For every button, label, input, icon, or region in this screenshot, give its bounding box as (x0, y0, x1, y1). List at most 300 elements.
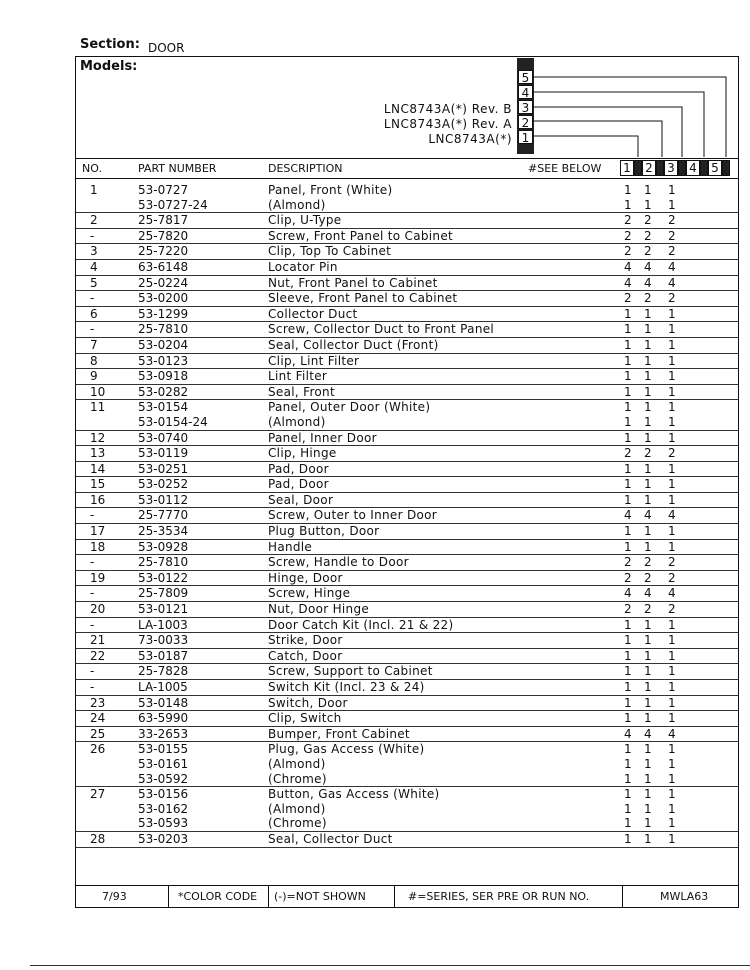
row-number: 3 (90, 244, 98, 259)
table-row (76, 400, 738, 415)
table-row (76, 787, 738, 802)
qty-series-2: 4 (644, 259, 652, 274)
qty-series-1: 2 (624, 555, 632, 570)
qty-series-2: 4 (644, 586, 652, 601)
row-number: 21 (90, 633, 106, 648)
qty-series-3: 1 (668, 742, 676, 757)
part-number: 63-6148 (138, 259, 189, 274)
table-row (76, 415, 738, 431)
part-number: 53-0918 (138, 369, 189, 384)
table-row (76, 602, 738, 618)
qty-series-3: 1 (668, 400, 676, 415)
description: Plug Button, Door (268, 524, 380, 539)
qty-series-3: 2 (668, 602, 676, 617)
qty-series-3: 1 (668, 539, 676, 554)
row-number: 26 (90, 742, 106, 757)
qty-series-1: 1 (624, 306, 632, 321)
table-row (76, 618, 738, 634)
qty-series-3: 1 (668, 633, 676, 648)
qty-series-2: 1 (644, 306, 652, 321)
part-number: 25-7810 (138, 322, 189, 337)
qty-series-1: 1 (624, 617, 632, 632)
row-number: 1 (90, 183, 98, 197)
series-divider (634, 160, 642, 176)
row-number: 10 (90, 384, 106, 399)
qty-series-3: 1 (668, 477, 676, 492)
qty-series-1: 2 (624, 244, 632, 259)
header-see-below: #SEE BELOW (528, 162, 602, 175)
qty-series-2: 1 (644, 183, 652, 197)
row-number: 24 (90, 711, 106, 726)
qty-series-3: 1 (668, 524, 676, 539)
part-number: LA-1003 (138, 617, 188, 632)
qty-series-3: 4 (668, 275, 676, 290)
qty-series-1: 2 (624, 213, 632, 228)
description: Handle (268, 539, 313, 554)
description: Clip, Lint Filter (268, 353, 360, 368)
series-box-3: 3 (664, 160, 678, 176)
qty-series-2: 2 (644, 602, 652, 617)
qty-series-1: 1 (624, 801, 632, 816)
qty-series-1: 2 (624, 291, 632, 306)
part-number: 53-0928 (138, 539, 189, 554)
qty-series-3: 1 (668, 306, 676, 321)
description: Seal, Door (268, 492, 334, 507)
qty-series-2: 2 (644, 291, 652, 306)
part-number: LA-1005 (138, 680, 188, 694)
table-row (76, 664, 738, 680)
table-row (76, 385, 738, 401)
footer-not-shown: (-)=NOT SHOWN (274, 890, 366, 903)
row-number: 22 (90, 648, 106, 663)
qty-series-2: 1 (644, 353, 652, 368)
row-number: 20 (90, 602, 106, 617)
part-number: 25-7809 (138, 586, 189, 601)
qty-series-3: 1 (668, 695, 676, 710)
qty-series-2: 1 (644, 369, 652, 384)
qty-series-2: 4 (644, 726, 652, 741)
qty-series-2: 2 (644, 228, 652, 243)
description: (Chrome) (268, 816, 327, 831)
table-row (76, 244, 738, 260)
description: Panel, Front (White) (268, 183, 393, 197)
part-number: 53-0187 (138, 648, 189, 663)
table-row (76, 322, 738, 338)
series-box-4: 4 (686, 160, 700, 176)
part-number: 53-0154-24 (138, 414, 208, 429)
description: Door Catch Kit (Incl. 21 & 22) (268, 617, 454, 632)
qty-series-3: 1 (668, 430, 676, 445)
table-row (76, 586, 738, 602)
part-number: 53-0592 (138, 771, 189, 786)
model-box-4: 4 (518, 85, 533, 99)
row-number: - (90, 322, 95, 337)
qty-series-1: 1 (624, 831, 632, 846)
qty-series-1: 1 (624, 183, 632, 197)
qty-series-3: 2 (668, 213, 676, 228)
table-row (76, 680, 738, 696)
description: (Almond) (268, 756, 326, 771)
qty-series-3: 2 (668, 244, 676, 259)
part-number: 25-7817 (138, 213, 189, 228)
table-row (76, 198, 738, 214)
qty-series-3: 1 (668, 369, 676, 384)
description: Clip, U-Type (268, 213, 342, 228)
table-row (76, 571, 738, 587)
qty-series-3: 1 (668, 664, 676, 679)
part-number: 53-0203 (138, 831, 189, 846)
qty-series-2: 1 (644, 648, 652, 663)
qty-series-3: 1 (668, 617, 676, 632)
qty-series-3: 2 (668, 228, 676, 243)
row-number: - (90, 291, 95, 306)
description: Collector Duct (268, 306, 358, 321)
qty-series-3: 2 (668, 570, 676, 585)
row-number: 17 (90, 524, 106, 539)
qty-series-2: 1 (644, 477, 652, 492)
description: Screw, Hinge (268, 586, 351, 601)
row-number: - (90, 586, 95, 601)
footer-color-code: *COLOR CODE (178, 890, 258, 903)
row-number: 11 (90, 400, 106, 415)
description: Nut, Front Panel to Cabinet (268, 275, 438, 290)
table-row (76, 446, 738, 462)
qty-series-1: 1 (624, 816, 632, 831)
part-number: 53-0251 (138, 461, 189, 476)
qty-series-3: 1 (668, 711, 676, 726)
row-number: 6 (90, 306, 98, 321)
description: Screw, Handle to Door (268, 555, 409, 570)
qty-series-2: 1 (644, 337, 652, 352)
qty-series-2: 1 (644, 414, 652, 429)
qty-series-1: 4 (624, 508, 632, 523)
part-number: 53-0154 (138, 400, 189, 415)
table-row (76, 229, 738, 245)
qty-series-2: 1 (644, 742, 652, 757)
qty-series-1: 2 (624, 570, 632, 585)
row-number: - (90, 508, 95, 523)
description: (Almond) (268, 197, 326, 212)
series-divider (656, 160, 664, 176)
qty-series-1: 1 (624, 477, 632, 492)
qty-series-2: 1 (644, 816, 652, 831)
description: Strike, Door (268, 633, 343, 648)
part-number: 53-0123 (138, 353, 189, 368)
qty-series-2: 1 (644, 695, 652, 710)
qty-series-2: 2 (644, 570, 652, 585)
part-number: 53-0161 (138, 756, 189, 771)
section-value: DOOR (148, 41, 185, 55)
qty-series-1: 2 (624, 228, 632, 243)
description: Nut, Door Hinge (268, 602, 370, 617)
qty-series-3: 1 (668, 353, 676, 368)
row-number: 5 (90, 275, 98, 290)
qty-series-1: 1 (624, 322, 632, 337)
qty-series-2: 2 (644, 213, 652, 228)
model-box-3: 3 (518, 100, 533, 114)
qty-series-1: 1 (624, 633, 632, 648)
qty-series-3: 1 (668, 414, 676, 429)
qty-series-3: 1 (668, 816, 676, 831)
series-divider (700, 160, 708, 176)
qty-series-2: 1 (644, 831, 652, 846)
part-number: 53-0119 (138, 446, 189, 461)
page-bottom-rule (30, 965, 750, 966)
row-number: 14 (90, 461, 106, 476)
header-no: NO. (82, 162, 102, 175)
series-divider (722, 160, 730, 176)
qty-series-1: 1 (624, 461, 632, 476)
qty-series-1: 4 (624, 259, 632, 274)
description: Clip, Hinge (268, 446, 337, 461)
qty-series-2: 1 (644, 756, 652, 771)
qty-series-1: 1 (624, 337, 632, 352)
part-number: 53-1299 (138, 306, 189, 321)
qty-series-2: 1 (644, 539, 652, 554)
qty-series-3: 1 (668, 648, 676, 663)
qty-series-2: 1 (644, 771, 652, 786)
description: Locator Pin (268, 259, 338, 274)
qty-series-1: 1 (624, 384, 632, 399)
qty-series-3: 1 (668, 337, 676, 352)
section-label: Section: (80, 37, 140, 52)
description: Screw, Outer to Inner Door (268, 508, 437, 523)
qty-series-2: 2 (644, 446, 652, 461)
description: Screw, Collector Duct to Front Panel (268, 322, 495, 337)
description: Hinge, Door (268, 570, 343, 585)
table-row (76, 540, 738, 556)
table-row (76, 369, 738, 385)
qty-series-2: 1 (644, 461, 652, 476)
table-row (76, 260, 738, 276)
description: Plug, Gas Access (White) (268, 742, 425, 757)
part-number: 25-0224 (138, 275, 189, 290)
table-row (76, 816, 738, 832)
table-row (76, 462, 738, 478)
part-number: 53-0200 (138, 291, 189, 306)
qty-series-3: 1 (668, 787, 676, 802)
footer-doc-code: MWLA63 (660, 890, 709, 903)
part-number: 25-3534 (138, 524, 189, 539)
qty-series-1: 1 (624, 756, 632, 771)
table-row (76, 338, 738, 354)
qty-series-1: 1 (624, 648, 632, 663)
qty-series-3: 4 (668, 586, 676, 601)
qty-series-3: 1 (668, 197, 676, 212)
qty-series-2: 1 (644, 801, 652, 816)
row-number: 2 (90, 213, 98, 228)
qty-series-2: 1 (644, 197, 652, 212)
table-row (76, 757, 738, 772)
description: Catch, Door (268, 648, 343, 663)
part-number: 53-0112 (138, 492, 189, 507)
model-box-1: 1 (518, 130, 533, 144)
table-row (76, 291, 738, 307)
qty-series-1: 1 (624, 400, 632, 415)
description: Switch, Door (268, 695, 348, 710)
qty-series-3: 1 (668, 771, 676, 786)
table-header (76, 158, 738, 179)
qty-series-2: 1 (644, 664, 652, 679)
qty-series-1: 1 (624, 414, 632, 429)
footer-date: 7/93 (102, 890, 127, 903)
description: Bumper, Front Cabinet (268, 726, 410, 741)
table-row (76, 354, 738, 370)
row-number: 18 (90, 539, 106, 554)
qty-series-1: 2 (624, 446, 632, 461)
row-number: - (90, 680, 95, 694)
series-box-5: 5 (708, 160, 722, 176)
row-number: 9 (90, 369, 98, 384)
part-number: 73-0033 (138, 633, 189, 648)
qty-series-1: 1 (624, 711, 632, 726)
header-description: DESCRIPTION (268, 162, 343, 175)
qty-series-3: 4 (668, 259, 676, 274)
qty-series-2: 1 (644, 787, 652, 802)
table-row (76, 183, 738, 198)
description: Seal, Front (268, 384, 335, 399)
row-number: - (90, 228, 95, 243)
qty-series-1: 1 (624, 680, 632, 694)
part-number: 33-2653 (138, 726, 189, 741)
description: (Chrome) (268, 771, 327, 786)
qty-series-1: 1 (624, 742, 632, 757)
row-number: - (90, 664, 95, 679)
qty-series-1: 1 (624, 492, 632, 507)
footer-series-note: #=SERIES, SER PRE OR RUN NO. (408, 890, 590, 903)
qty-series-1: 1 (624, 369, 632, 384)
row-number: 4 (90, 259, 98, 274)
qty-series-3: 1 (668, 461, 676, 476)
qty-series-3: 1 (668, 322, 676, 337)
series-box-1: 1 (620, 160, 634, 176)
row-number: 7 (90, 337, 98, 352)
parts-sheet (75, 56, 739, 908)
row-number: 12 (90, 430, 106, 445)
qty-series-2: 1 (644, 680, 652, 694)
qty-series-3: 1 (668, 801, 676, 816)
part-number: 53-0740 (138, 430, 189, 445)
table-row (76, 477, 738, 493)
qty-series-2: 1 (644, 617, 652, 632)
part-number: 53-0155 (138, 742, 189, 757)
description: Clip, Switch (268, 711, 342, 726)
row-number: 19 (90, 570, 106, 585)
row-number: 23 (90, 695, 106, 710)
description: Screw, Support to Cabinet (268, 664, 433, 679)
model-line-rev-a: LNC8743A(*) Rev. A (383, 117, 512, 131)
model-leader-lines (516, 57, 740, 159)
part-number: 53-0727-24 (138, 197, 208, 212)
qty-series-3: 4 (668, 726, 676, 741)
qty-series-1: 1 (624, 787, 632, 802)
qty-series-1: 1 (624, 524, 632, 539)
description: Pad, Door (268, 461, 329, 476)
description: Seal, Collector Duct (268, 831, 393, 846)
qty-series-1: 1 (624, 695, 632, 710)
part-number: 53-0252 (138, 477, 189, 492)
part-number: 53-0727 (138, 183, 189, 197)
table-row (76, 493, 738, 509)
description: Screw, Front Panel to Cabinet (268, 228, 454, 243)
qty-series-3: 2 (668, 555, 676, 570)
part-number: 25-7770 (138, 508, 189, 523)
qty-series-1: 1 (624, 430, 632, 445)
table-row (76, 727, 738, 743)
table-row (76, 711, 738, 727)
table-row (76, 431, 738, 447)
footer (76, 885, 738, 907)
table-row (76, 213, 738, 229)
description: (Almond) (268, 414, 326, 429)
qty-series-1: 4 (624, 586, 632, 601)
row-number: 28 (90, 831, 106, 846)
table-row (76, 696, 738, 712)
table-row (76, 555, 738, 571)
description: Switch Kit (Incl. 23 & 24) (268, 680, 425, 694)
table-row (76, 802, 738, 817)
table-row (76, 742, 738, 757)
row-number: - (90, 617, 95, 632)
part-number: 53-0121 (138, 602, 189, 617)
part-number: 53-0204 (138, 337, 189, 352)
models-label: Models: (80, 59, 138, 74)
part-number: 53-0156 (138, 787, 189, 802)
table-row (76, 524, 738, 540)
qty-series-2: 1 (644, 524, 652, 539)
qty-series-3: 1 (668, 183, 676, 197)
row-number: 16 (90, 492, 106, 507)
qty-series-1: 1 (624, 771, 632, 786)
series-divider (678, 160, 686, 176)
description: Panel, Inner Door (268, 430, 377, 445)
qty-series-1: 1 (624, 664, 632, 679)
qty-series-2: 1 (644, 384, 652, 399)
description: Clip, Top To Cabinet (268, 244, 392, 259)
qty-series-2: 1 (644, 430, 652, 445)
part-number: 25-7220 (138, 244, 189, 259)
table-row (76, 832, 738, 848)
model-line-rev-b: LNC8743A(*) Rev. B (383, 102, 512, 116)
parts-table-body (76, 183, 738, 848)
qty-series-1: 4 (624, 726, 632, 741)
qty-series-1: 1 (624, 353, 632, 368)
description: Pad, Door (268, 477, 329, 492)
description: Lint Filter (268, 369, 328, 384)
part-number: 25-7810 (138, 555, 189, 570)
qty-series-3: 4 (668, 508, 676, 523)
description: Panel, Outer Door (White) (268, 400, 431, 415)
qty-series-1: 1 (624, 197, 632, 212)
qty-series-3: 2 (668, 291, 676, 306)
qty-series-2: 2 (644, 555, 652, 570)
qty-series-3: 1 (668, 756, 676, 771)
model-line-base: LNC8743A(*) (428, 132, 512, 146)
description: Sleeve, Front Panel to Cabinet (268, 291, 458, 306)
qty-series-1: 2 (624, 602, 632, 617)
part-number: 53-0148 (138, 695, 189, 710)
description: Button, Gas Access (White) (268, 787, 440, 802)
description: (Almond) (268, 801, 326, 816)
part-number: 25-7820 (138, 228, 189, 243)
qty-series-2: 1 (644, 400, 652, 415)
part-number: 53-0282 (138, 384, 189, 399)
row-number: 13 (90, 446, 106, 461)
part-number: 53-0122 (138, 570, 189, 585)
qty-series-2: 1 (644, 633, 652, 648)
row-number: - (90, 555, 95, 570)
row-number: 15 (90, 477, 106, 492)
